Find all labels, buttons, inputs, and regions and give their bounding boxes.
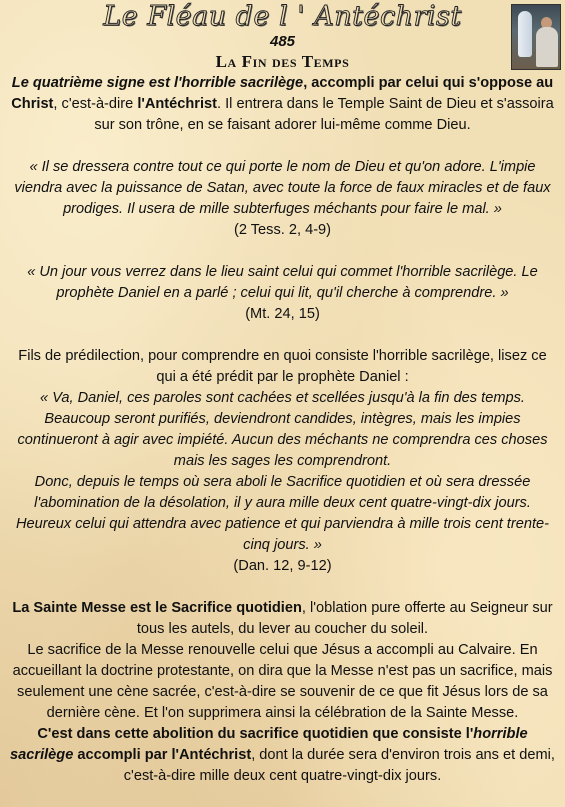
plain-text: , c'est-à-dire [53,96,138,112]
page-title: Le Fléau de l ' Antéchrist [103,1,462,32]
paragraph-mass-sacrifice: Le sacrifice de la Messe renouvelle celui que Jésus a accompli au Calvaire. En accueillant la doctrine protestante, on dira que la Messe n'est pas un sacrifice, mais seulement une cène sacrée, c'est-à-dire se souvenir de ce que fit Jésus lors de sa dernière cène. Et l'on supprimera ainsi la célébration de la Sainte Messe. [12,642,553,721]
quote-reference: (2 Tess. 2, 4-9) [233,222,332,238]
bold-text: accompli par l'Antéchrist [73,747,252,763]
message-body [8,73,557,787]
spacer [8,325,557,346]
quote-matthew [8,262,557,304]
paragraph-conclusion [8,724,557,787]
plain-text: , l'oblation pure offerte au Seigneur sur tous les autels, du lever au coucher du soleil. [136,600,553,637]
quote-reference: (Dan. 12, 9-12) [233,558,332,574]
quote-daniel-continued [8,472,557,556]
quote-reference: (Mt. 24, 15) [245,306,320,322]
bold-text: , accompli par celui qui s'oppose au Christ [11,75,554,112]
bold-italic-text: horrible sacrilège [10,726,528,763]
quote-text: « Un jour vous verrez dans le lieu saint celui qui commet l'horrible sacrilège. Le prophète Daniel en a parlé ; celui qui lit, qu'il cherche à comprendre. » [27,264,538,301]
bold-text: La Sainte Messe est le Sacrifice quotidien [12,600,302,616]
paragraph-daniel-intro: Fils de prédilection, pour comprendre en quoi consiste l'horrible sacrilège, lisez ce qui a été prédit par le prophète Daniel : [18,348,547,385]
bold-text: C'est dans cette abolition du sacrifice quotidien que consiste l' [37,726,474,742]
plain-text: , dont la durée sera d'environ trois ans et demi, c'est-à-dire mille deux cent quatre-vingt-dix jours. [123,747,555,784]
paragraph-intro [8,73,557,136]
spacer [8,577,557,598]
paragraph-mass [8,598,557,640]
spacer [8,136,557,157]
quote-daniel [8,388,557,472]
quote-text: « Il se dressera contre tout ce qui porte le nom de Dieu et qu'on adore. L'impie viendra avec la puissance de Satan, avec toute la force de faux miracles et de faux prodiges. Il usera de mille subterfuges méchants pour faire le mal. » [14,159,551,217]
quote-thessalonians [8,157,557,220]
bold-italic-lead: Le quatrième signe est l'horrible sacrilège [11,75,304,91]
message-subtitle: La Fin des Temps [215,52,350,71]
quote-text: Donc, depuis le temps où sera aboli le Sacrifice quotidien et où sera dressée l'abomination de la désolation, il y aura mille deux cent quatre-vingt-dix jours. Heureux celui qui attendra avec patience et qui parviendra à mille trois cent trente-cinq jours. » [16,474,549,553]
bold-name: l'Antéchrist [137,96,218,112]
quote-text: « Va, Daniel, ces paroles sont cachées et scellées jusqu'à la fin des temps. Beaucoup seront purifiés, deviendront candides, intègres, mais les impies continueront à agir avec impiété. Aucun des méchants ne comprendra ces choses mais les sages les comprendront. [17,390,548,469]
message-number: 485 [269,33,296,50]
spacer [8,241,557,262]
plain-text: . Il entrera dans le Temple Saint de Dieu et s'assoira sur son trône, en se faisant adorer lui-même comme Dieu. [94,96,554,133]
